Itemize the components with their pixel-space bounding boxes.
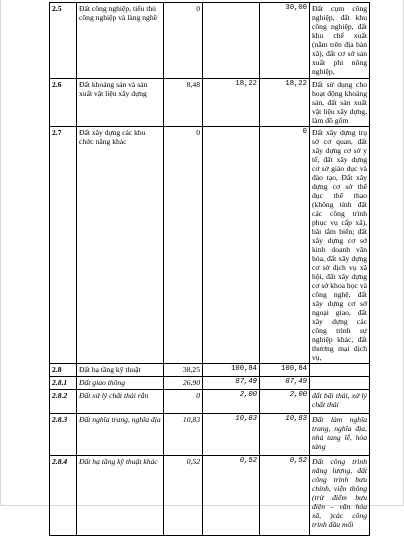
row-value-1: 87,49 — [203, 377, 260, 390]
table-row — [50, 377, 370, 390]
row-name: Đất công nghiệp, tiểu thủ công nghiệp và làng nghề — [77, 3, 164, 79]
row-area: 8,48 — [164, 79, 203, 127]
row-code: 2.7 — [50, 127, 77, 364]
row-name: Đất khoáng sản và sản xuất vật liệu xây dựng — [77, 79, 164, 127]
row-area: 0 — [164, 390, 203, 414]
row-note: Đất công trình năng lượng, đất công trình bưu chính, viễn thông (trừ điểm bưu điện – văn hóa xã, )các công trình đầu mối — [310, 456, 370, 536]
row-area: 10,83 — [164, 414, 203, 456]
row-code: 2.8 — [50, 364, 77, 377]
table-row — [50, 456, 370, 536]
row-note — [310, 364, 370, 377]
row-name: Đất xử lý chất thải rắn — [77, 390, 164, 414]
row-area: 0 — [164, 127, 203, 364]
table-row — [50, 79, 370, 127]
row-value-2: 87,49 — [260, 377, 310, 390]
row-value-2: 18,22 — [260, 79, 310, 127]
row-area: 0,52 — [164, 456, 203, 536]
row-note: Đất xây dựng trụ sở cơ quan, đất xây dựng cơ sở y tế, đất xây dựng cơ sở giáo dục và đào tạo, Đất xây dựng cơ sở thể dục thể thao (không tính đất các công trình phục vụ cấp xã), bãi tắm biển; đất xây dựng cơ sở kinh doanh văn hóa, đất xây dựng cơ sở dịch vụ xã hội, đất xây dựng cơ sở khoa học và công nghệ, đất xây dựng cơ sở ngoại giao, đất xây dựng các công trình sự nghiệp khác, đất thương mại dịch vụ, — [310, 127, 370, 364]
table-row — [50, 127, 370, 364]
row-name: Đất xây dựng các khu chức năng khác — [77, 127, 164, 364]
row-value-2: 2,00 — [260, 390, 310, 414]
row-value-2: 0 — [260, 127, 310, 364]
row-note: Đất làm nghĩa trang, nghĩa địa, nhà tang lễ, hỏa táng — [310, 414, 370, 456]
row-code: 2.5 — [50, 3, 77, 79]
table-row — [50, 3, 370, 79]
row-note: Đất sử dụng cho hoạt động khoáng sản, đất sản xuất vật liệu xây dựng, làm đồ gốm — [310, 79, 370, 127]
row-code: 2.8.4 — [50, 456, 77, 536]
row-value-2: 0,52 — [260, 456, 310, 536]
row-name: Đất nghĩa trang, nghĩa địa — [77, 414, 164, 456]
row-note: Đất cụm công nghiệp, đất khu công nghiệp, đất khu chế xuất (nằm trên địa bàn xã), đất cơ sở sản xuất phi nông nghiệp, — [310, 3, 370, 79]
row-name: Đất hạ tầng kỹ thuật — [77, 364, 164, 377]
row-name: Đất giao thông — [77, 377, 164, 390]
row-note: đất bãi thải, xử lý chất thải — [310, 390, 370, 414]
row-value-1: 10,83 — [203, 414, 260, 456]
row-value-1: 2,00 — [203, 390, 260, 414]
row-code: 2.8.1 — [50, 377, 77, 390]
row-code: 2.8.2 — [50, 390, 77, 414]
row-value-2: 30,00 — [260, 3, 310, 79]
row-area: 38,25 — [164, 364, 203, 377]
land-use-table — [49, 2, 370, 536]
row-name: Đất hạ tầng kỹ thuật khác — [77, 456, 164, 536]
row-value-1 — [203, 3, 260, 79]
row-code: 2.6 — [50, 79, 77, 127]
row-value-1: 0,52 — [203, 456, 260, 536]
row-note — [310, 377, 370, 390]
table-row — [50, 390, 370, 414]
row-value-1 — [203, 127, 260, 364]
table-row — [50, 414, 370, 456]
table-row — [50, 364, 370, 377]
row-code: 2.8.3 — [50, 414, 77, 456]
row-value-2: 100,84 — [260, 364, 310, 377]
row-value-2: 10,83 — [260, 414, 310, 456]
row-area: 0 — [164, 3, 203, 79]
row-value-1: 100,84 — [203, 364, 260, 377]
row-area: 26,90 — [164, 377, 203, 390]
row-value-1: 18,22 — [203, 79, 260, 127]
